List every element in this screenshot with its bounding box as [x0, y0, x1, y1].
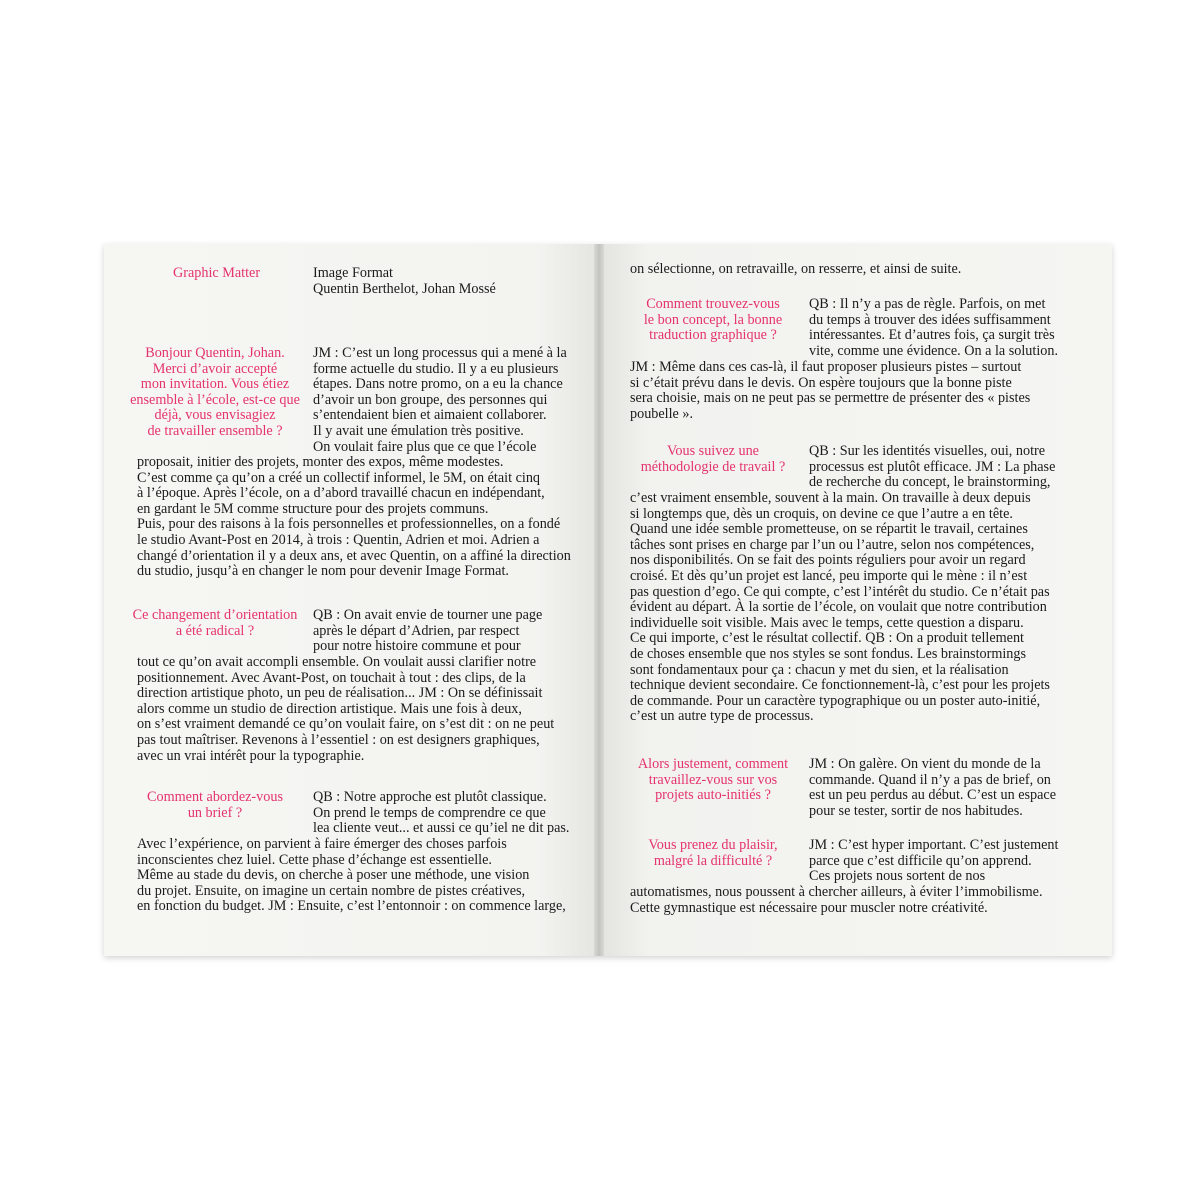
text-line: QB : Il n’y a pas de règle. Parfois, on met [809, 296, 1046, 312]
text-line: Quand une idée semble prometteuse, on se répartit le travail, certaines [630, 521, 1028, 538]
text-line: étapes. Dans notre promo, on a eu la chance [313, 376, 563, 393]
interview-authors: Quentin Berthelot, Johan Mossé [313, 281, 496, 297]
text-line: Merci d’avoir accepté [152, 360, 278, 377]
text-line: mon invitation. Vous étiez [140, 376, 290, 393]
text-line: individuelle soit visible. Mais avec le temps, cette question a disparu. [630, 614, 1024, 631]
text-line: Comment trouvez-vous [646, 296, 780, 312]
text-line: le studio Avant-Post en 2014, à trois : Quentin, Adrien et moi. Adrien a [137, 531, 540, 548]
text-line: avec un vrai intérêt pour la typographie. [137, 747, 365, 764]
answer-4-column [809, 297, 1069, 359]
text-line: JM : C’est hyper important. C’est justement [809, 837, 1059, 853]
text-line: croisé. Et dès qu’un projet est lancé, peu importe qui le mène : il n’est [630, 567, 1028, 584]
publication-title: Graphic Matter [173, 265, 261, 281]
text-line: si longtemps que, dès un croquis, on devine ce que l’autre a en tête. [630, 505, 1013, 522]
text-line: JM : On galère. On vient du monde de la [809, 756, 1041, 772]
text-line: malgré la difficulté ? [653, 852, 773, 869]
text-line: du temps à trouver des idées suffisamment [809, 311, 1051, 328]
answer-3-column [313, 790, 573, 837]
text-line: Ces projets nous sortent de nos [809, 868, 986, 885]
text-line: direction artistique photo, un peu de réalisation... JM : On se définissait [137, 685, 543, 702]
answer-1-full [137, 454, 571, 580]
text-line: Avec l’expérience, on parvient à faire émerger des choses parfois [137, 836, 507, 852]
text-line: a été radical ? [175, 622, 255, 639]
text-line: intéressantes. Et d’autres fois, ça surgit très [809, 327, 1055, 344]
text-line: Même au stade du devis, on cherche à poser une méthode, une vision [137, 867, 530, 884]
text-line: tout ce qu’on avait accompli ensemble. On voulait aussi clarifier notre [137, 654, 537, 670]
text-line: travaillez-vous sur vos [648, 771, 778, 788]
text-line: de choses ensemble que nos styles se sont fondus. Les brainstormings [630, 645, 1027, 662]
text-line: du projet. Ensuite, on imagine un certain nombre de pistes créatives, [137, 882, 526, 899]
text-line: Comment abordez-vous [147, 789, 283, 805]
text-line: JM : Même dans ces cas-là, il faut proposer plusieurs pistes – surtout [630, 359, 1022, 375]
question-1 [130, 346, 300, 440]
text-line: proposait, initier des projets, monter des expos, même modestes. [137, 454, 504, 470]
text-line: sera choisie, mais on ne peut pas se permettre de présenter des « pistes [630, 390, 1031, 407]
text-line: On prend le temps de comprendre ce que [313, 804, 546, 821]
answer-2-column [313, 608, 573, 655]
text-line: Vous suivez une [667, 443, 759, 459]
text-line: pour se tester, sortir de nos habitudes. [809, 802, 1023, 819]
binding-gutter [594, 244, 604, 956]
text-line: Puis, pour des raisons à la fois personnelles et professionnelles, on a fondé [137, 516, 561, 533]
answer-3-full [137, 837, 567, 915]
text-line: technique devient secondaire. Ce fonctionnement-là, c’est pour les projets [630, 677, 1050, 694]
question-5 [628, 444, 798, 475]
text-line: si c’était prévu dans le devis. On espère toujours que la bonne piste [630, 374, 1012, 391]
text-line: C’est comme ça qu’on a créé un collectif informel, le 5M, on était cinq [137, 469, 541, 486]
text-line: changé d’orientation il y a deux ans, et avec Quentin, on a affiné la direction [137, 547, 571, 564]
text-line: QB : Notre approche est plutôt classique. [313, 789, 547, 805]
text-line: Cette gymnastique est nécessaire pour muscler notre créativité. [630, 899, 988, 916]
question-4 [628, 297, 798, 344]
text-line: alors comme un studio de direction artistique. Mais une fois à deux, [137, 700, 522, 717]
text-line: on sélectionne, on retravaille, on resserre, et ainsi de suite. [630, 261, 962, 277]
text-line: poubelle ». [630, 405, 694, 422]
answer-1-column [313, 346, 573, 455]
answer-7-column [809, 838, 1069, 885]
answer-7-full [630, 885, 1070, 916]
text-line: processus est plutôt efficace. JM : La phase [809, 458, 1056, 475]
question-7 [628, 838, 798, 869]
text-line: le bon concept, la bonne [643, 311, 783, 328]
text-line: positionnement. Avec Avant-Post, on touchait à tout : des clips, de la [137, 669, 526, 686]
text-line: nos disponibilités. On se fait des points réguliers pour avoir un regard [630, 552, 1026, 569]
text-line: inconscientes chez luiel. Cette phase d’échange est essentielle. [137, 851, 492, 868]
text-line: de recherche du concept, le brainstorming, [809, 474, 1051, 491]
text-line: du studio, jusqu’à en changer le nom pour devenir Image Format. [137, 563, 509, 580]
text-line: parce que c’est difficile qu’on apprend. [809, 852, 1032, 869]
text-line: s’entendaient bien et aimaient collaborer. [313, 407, 547, 424]
text-line: ensemble à l’école, est-ce que [130, 391, 300, 408]
text-line: en gardant le 5M comme structure pour des projets communs. [137, 500, 489, 517]
text-line: tâches sont prises en charge par l’un ou l’autre, selon nos compétences, [630, 536, 1035, 553]
text-line: lea cliente veut... et aussi ce qu’iel ne dit pas. [313, 820, 570, 837]
text-line: traduction graphique ? [649, 327, 777, 344]
text-line: On voulait faire plus que ce que l’école [313, 438, 537, 455]
text-line: pas question d’ego. Ce qui compte, c’est l’intérêt du studio. Ce n’était pas [630, 583, 1050, 600]
text-line: Alors justement, comment [637, 756, 789, 772]
answer-6-column [809, 757, 1069, 819]
text-line: déjà, vous envisagiez [154, 407, 276, 424]
text-line: Il y avait une émulation très positive. [313, 422, 524, 439]
text-line: à l’époque. Après l’école, on a d’abord travaillé chacun en indépendant, [137, 485, 545, 502]
question-2 [130, 608, 300, 639]
text-line: sont fondamentaux pour ça : chacun y met du sien, et la réalisation [630, 661, 1009, 678]
text-line: projets auto-initiés ? [655, 787, 771, 804]
studio-name: Image Format [313, 265, 393, 281]
answer-5-full [630, 491, 1070, 725]
text-line: c’est vraiment ensemble, souvent à la main. On travaille à deux depuis [630, 490, 1031, 506]
text-line: on s’est vraiment demandé ce qu’on voulait faire, on s’est dit : on ne peut [137, 716, 555, 733]
text-line: Ce qui importe, c’est le résultat collectif. QB : On a produit tellement [630, 630, 1024, 647]
text-line: après le départ d’Adrien, par respect [313, 622, 520, 639]
text-line: Ce changement d’orientation [132, 607, 298, 623]
text-line: commande. Quand il n’y a pas de brief, on [809, 771, 1051, 788]
question-3 [130, 790, 300, 821]
text-line: en fonction du budget. JM : Ensuite, c’est l’entonnoir : on commence large, [137, 898, 566, 915]
text-line: automatismes, nous poussent à chercher ailleurs, à éviter l’immobilisme. [630, 884, 1043, 900]
text-line: pas tout maîtriser. Revenons à l’essentiel : on est designers graphiques, [137, 731, 540, 748]
text-line: pour notre histoire commune et pour [313, 638, 521, 655]
text-line: évident au départ. À la sortie de l’école, on voulait que notre contribution [630, 599, 1047, 616]
text-line: est un peu perdus au début. C’est un espace [809, 787, 1057, 804]
answer-4-full [630, 360, 1070, 422]
text-line: de commande. Pour un caractère typographique ou un poster auto-initié, [630, 692, 1041, 709]
text-line: Vous prenez du plaisir, [648, 837, 778, 853]
continued-text [630, 262, 1070, 278]
text-line: forme actuelle du studio. Il y a eu plusieurs [313, 360, 559, 377]
text-line: vite, comme une évidence. On a la solution. [809, 342, 1058, 359]
text-line: c’est un autre type de processus. [630, 708, 814, 725]
text-line: Bonjour Quentin, Johan. [145, 345, 285, 361]
question-6 [628, 757, 798, 804]
answer-2-full [137, 655, 567, 764]
text-line: JM : C’est un long processus qui a mené à la [313, 345, 567, 361]
answer-5-column [809, 444, 1069, 491]
text-line: QB : On avait envie de tourner une page [313, 607, 543, 623]
text-line: de travailler ensemble ? [147, 422, 283, 439]
text-line: un brief ? [187, 804, 243, 821]
text-line: méthodologie de travail ? [640, 458, 786, 475]
text-line: QB : Sur les identités visuelles, oui, notre [809, 443, 1046, 459]
text-line: d’avoir un bon groupe, des personnes qui [313, 391, 548, 408]
